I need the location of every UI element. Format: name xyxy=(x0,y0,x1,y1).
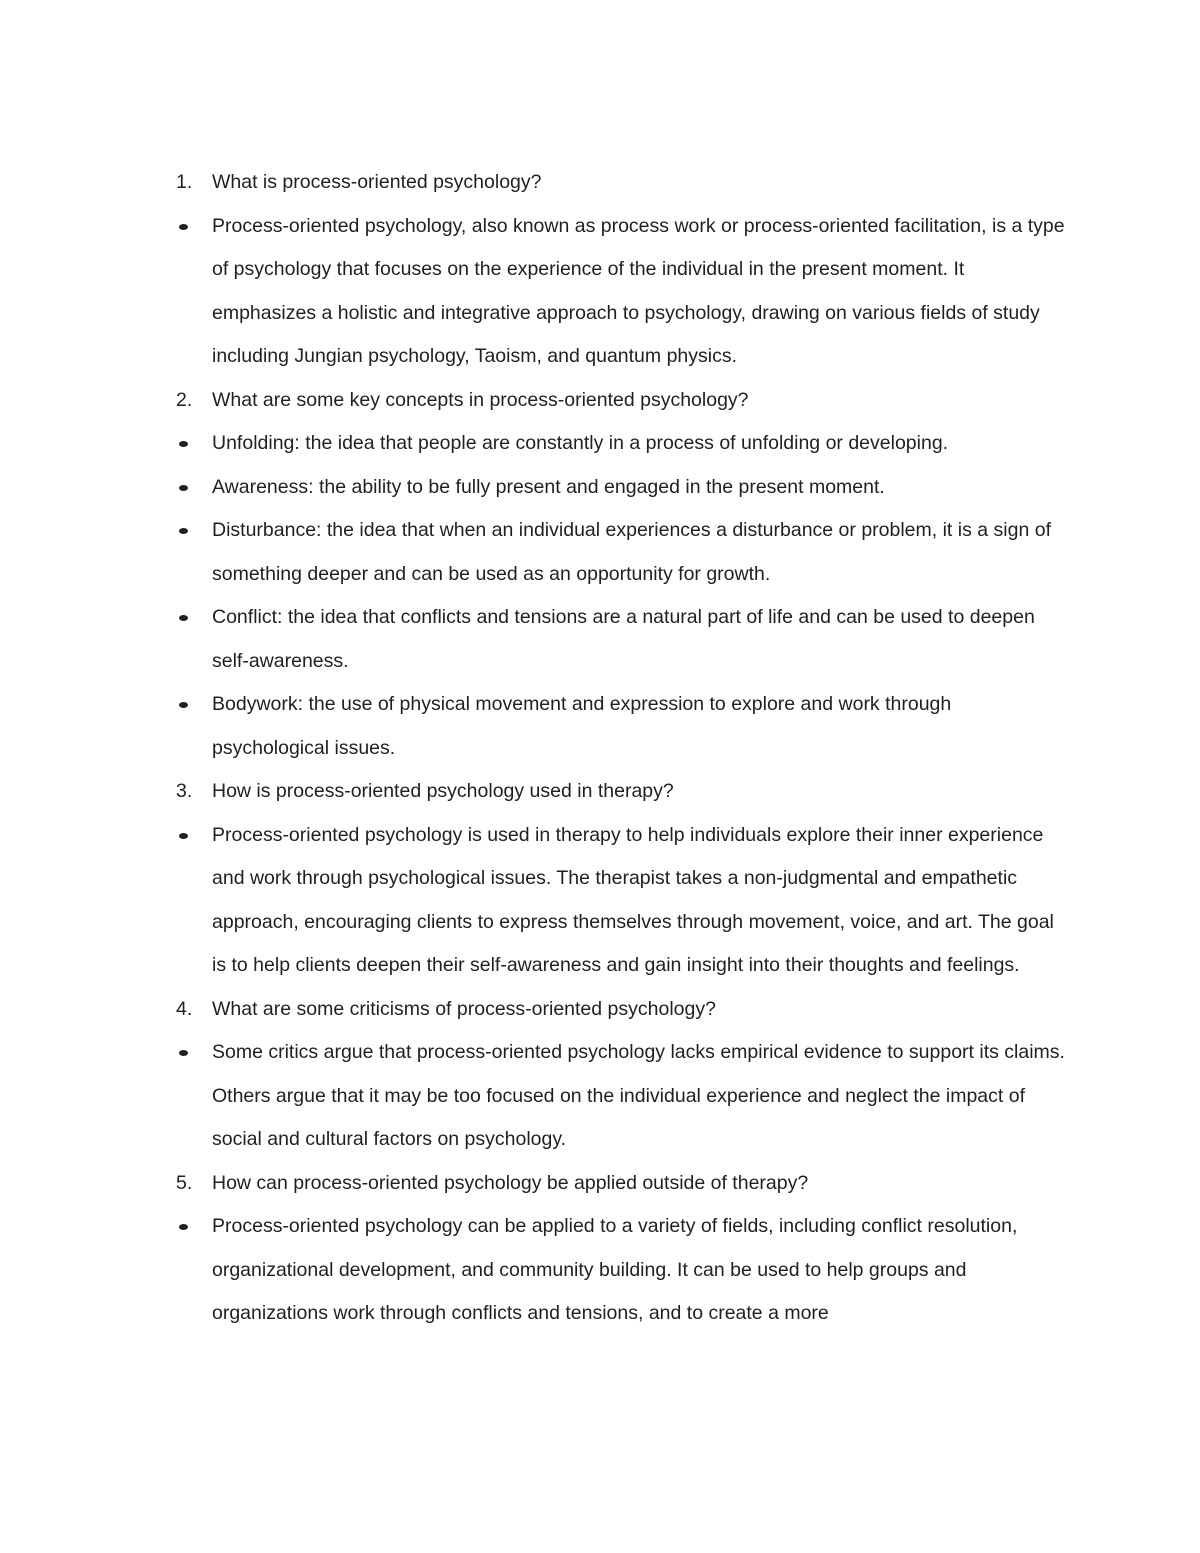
numbered-question xyxy=(170,770,1070,814)
bullet-icon xyxy=(179,441,188,447)
question-text: How can process-oriented psychology be applied outside of therapy? xyxy=(212,1171,809,1194)
question-text: What are some criticisms of process-oriented psychology? xyxy=(212,997,716,1020)
bullet-icon xyxy=(179,1224,188,1230)
bullet-item xyxy=(170,1031,1070,1162)
bullet-icon xyxy=(179,485,188,491)
bullet-item xyxy=(170,814,1070,988)
bullet-text: Disturbance: the idea that when an individual experiences a disturbance or problem, it is a sign of something deeper and can be used as an opportunity for growth. xyxy=(212,519,1051,585)
bullet-item xyxy=(170,596,1070,683)
question-text: How is process-oriented psychology used in therapy? xyxy=(212,780,674,802)
bullet-item xyxy=(170,422,1070,466)
bullet-item xyxy=(170,509,1070,596)
numbered-question xyxy=(170,161,1070,205)
bullet-icon xyxy=(179,615,188,621)
bullet-text: Process-oriented psychology is used in therapy to help individuals explore their inner experience and work through psychological issues. The therapist takes a non-judgmental and empathetic approach, encouraging clients to express themselves through movement, voice, and art. The goal is to help clients deepen their self-awareness and gain insight into their thoughts and feelings. xyxy=(212,823,1054,976)
document-body xyxy=(170,161,1070,1336)
bullet-icon xyxy=(179,1050,188,1056)
bullet-text: Conflict: the idea that conflicts and tensions are a natural part of life and can be used to deepen self-awareness. xyxy=(212,606,1035,672)
bullet-item xyxy=(170,466,1070,510)
numbered-question xyxy=(170,1162,1070,1206)
bullet-item xyxy=(170,205,1070,379)
bullet-item xyxy=(170,1205,1070,1336)
bullet-text: Process-oriented psychology can be applied to a variety of fields, including conflict resolution, organizational development, and community building. It can be used to help groups and organizations work through conflicts and tensions, and to create a more xyxy=(212,1215,1018,1324)
question-text: What are some key concepts in process-oriented psychology? xyxy=(212,388,749,411)
bullet-icon xyxy=(179,702,188,708)
numbered-question xyxy=(170,379,1070,423)
bullet-text: Bodywork: the use of physical movement and expression to explore and work through psychological issues. xyxy=(212,693,952,759)
numbered-question xyxy=(170,988,1070,1032)
list-number: 1. xyxy=(176,171,193,193)
list-number: 3. xyxy=(176,780,193,802)
bullet-icon xyxy=(179,528,188,534)
bullet-text: Process-oriented psychology, also known as process work or process-oriented facilitation, is a type of psychology that focuses on the experience of the individual in the present moment. It emphasizes a holistic and integrative approach to psychology, drawing on various fields of study including Jungian psychology, Taoism, and quantum physics. xyxy=(212,214,1065,367)
bullet-text: Awareness: the ability to be fully present and engaged in the present moment. xyxy=(212,475,885,498)
list-number: 2. xyxy=(176,388,193,411)
list-number: 4. xyxy=(176,997,193,1020)
bullet-item xyxy=(170,683,1070,770)
question-text: What is process-oriented psychology? xyxy=(212,171,542,193)
bullet-icon xyxy=(179,224,188,230)
bullet-text: Some critics argue that process-oriented psychology lacks empirical evidence to support its claims. Others argue that it may be too focused on the individual experience and neglect the impact of social and cultural factors on psychology. xyxy=(212,1041,1065,1150)
list-number: 5. xyxy=(176,1171,193,1194)
bullet-icon xyxy=(179,833,188,839)
bullet-text: Unfolding: the idea that people are constantly in a process of unfolding or developing. xyxy=(212,432,949,454)
